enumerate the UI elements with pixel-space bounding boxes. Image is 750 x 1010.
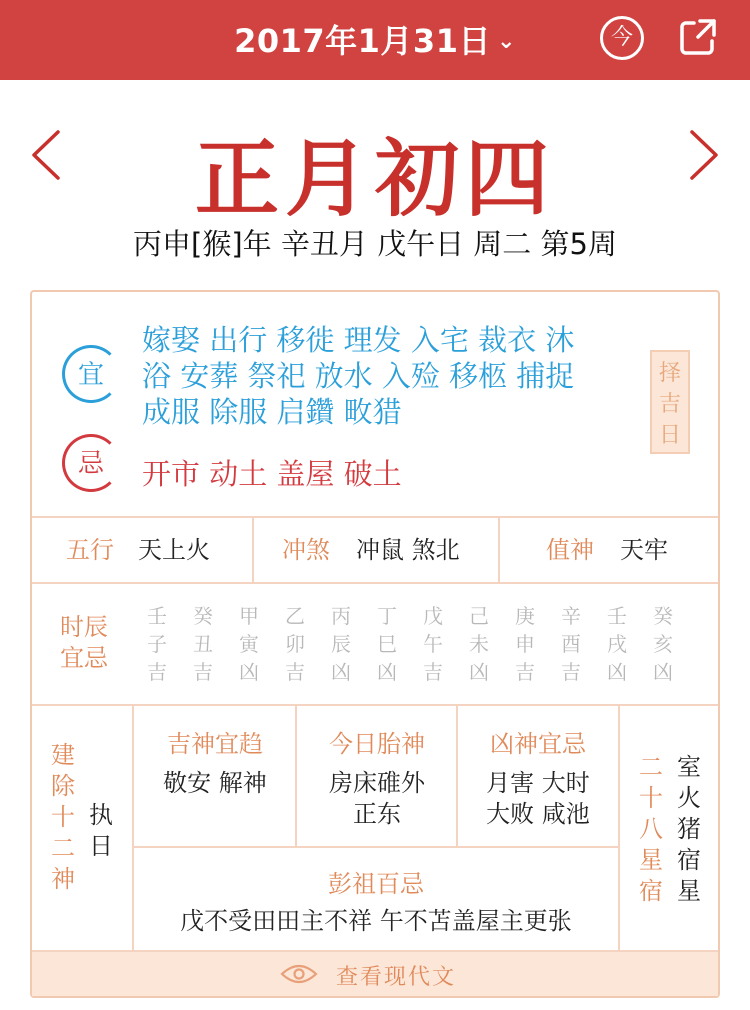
jianchu-value	[86, 800, 116, 862]
shichen-hour	[556, 602, 586, 686]
hour-branch: 辰	[331, 632, 351, 656]
value-char: 室	[677, 753, 701, 781]
hour-branch: 亥	[653, 632, 673, 656]
lunar-date-title: 正月初四	[194, 129, 555, 228]
hour-luck: 凶	[653, 660, 673, 684]
shichen-row	[32, 582, 718, 704]
value-char: 星	[677, 877, 701, 905]
yi-ji-section	[32, 292, 718, 517]
hour-stem: 戊	[423, 604, 443, 628]
zhishen-label: 值神	[546, 536, 594, 564]
wuxing-value: 天上火	[138, 536, 210, 564]
taishen-value-2: 正东	[353, 800, 401, 828]
jishen-title: 吉神宜趋	[167, 730, 263, 758]
shichen-label-line-1: 时辰	[60, 613, 108, 641]
taishen-title: 今日胎神	[329, 730, 425, 758]
date-label: 2017年1月31日	[234, 22, 491, 60]
chevron-down-icon: ⌄	[496, 29, 516, 54]
hour-luck: 凶	[469, 660, 489, 684]
hour-luck: 吉	[285, 660, 305, 684]
almanac-card	[30, 290, 720, 998]
hour-luck: 吉	[147, 660, 167, 684]
pengzu-value: 戊不受田田主不祥 午不苫盖屋主更张	[180, 907, 572, 935]
hour-branch: 巳	[377, 632, 397, 656]
shichen-hour	[510, 602, 540, 686]
pengzu-title: 彭祖百忌	[328, 870, 424, 898]
view-modern-text-button[interactable]	[32, 950, 718, 996]
wuxing-label: 五行	[66, 536, 114, 564]
hour-branch: 戌	[607, 632, 627, 656]
jishen-value: 敬安 解神	[163, 769, 267, 797]
hour-luck: 凶	[331, 660, 351, 684]
shichen-hour	[602, 602, 632, 686]
divider	[618, 706, 620, 950]
hour-branch: 申	[515, 632, 535, 656]
today-button[interactable]: 今	[600, 16, 644, 60]
hour-branch: 午	[423, 632, 443, 656]
hour-stem: 辛	[561, 604, 581, 628]
hour-stem: 癸	[193, 604, 213, 628]
shichen-hour	[648, 602, 678, 686]
label-char: 十	[51, 803, 75, 831]
label-char: 除	[51, 772, 75, 800]
shichen-label	[60, 612, 108, 674]
shichen-hour	[142, 602, 172, 686]
xingxiu-value	[674, 752, 704, 907]
eye-icon	[280, 962, 318, 986]
shichen-hour	[280, 602, 310, 686]
hour-luck: 吉	[423, 660, 443, 684]
info-row	[32, 516, 718, 582]
value-char: 火	[677, 784, 701, 812]
label-char: 十	[639, 784, 663, 812]
top-bar	[0, 0, 750, 80]
hour-stem: 丙	[331, 604, 351, 628]
hour-luck: 凶	[239, 660, 259, 684]
hour-stem: 壬	[607, 604, 627, 628]
value-char: 执	[89, 801, 113, 829]
hour-luck: 吉	[561, 660, 581, 684]
value-char: 日	[89, 832, 113, 860]
hour-stem: 乙	[285, 604, 305, 628]
shen-grid	[32, 704, 718, 950]
hour-branch: 丑	[193, 632, 213, 656]
divider	[134, 846, 618, 848]
hour-branch: 寅	[239, 632, 259, 656]
label-char: 二	[639, 753, 663, 781]
xiongshen-title: 凶神宜忌	[490, 730, 586, 758]
label-char: 八	[639, 815, 663, 843]
hour-stem: 癸	[653, 604, 673, 628]
zhishen-value: 天牢	[620, 536, 668, 564]
view-modern-text-label: 查看现代文	[336, 965, 457, 990]
hour-luck: 凶	[377, 660, 397, 684]
label-char: 建	[51, 741, 75, 769]
choose-auspicious-day-button[interactable]: 择吉日	[650, 350, 690, 454]
ji-activities: 开市 动土 盖屋 破土	[142, 457, 402, 491]
label-char: 星	[639, 846, 663, 874]
hour-luck: 吉	[515, 660, 535, 684]
hour-stem: 庚	[515, 604, 535, 628]
label-char: 神	[51, 865, 75, 893]
shichen-hour	[326, 602, 356, 686]
shichen-hour	[464, 602, 494, 686]
ganzhi-date-line: 丙申[猴]年 辛丑月 戊午日 周二 第5周	[133, 227, 617, 261]
label-char: 宿	[639, 877, 663, 905]
hour-luck: 凶	[607, 660, 627, 684]
hour-branch: 子	[147, 632, 167, 656]
xiongshen-value-1: 月害 大时	[486, 769, 590, 797]
hour-luck: 吉	[193, 660, 213, 684]
taishen-value-1: 房床碓外	[329, 769, 425, 797]
value-char: 宿	[677, 846, 701, 874]
next-day-arrow-icon[interactable]	[686, 128, 722, 182]
shichen-hour	[418, 602, 448, 686]
shichen-hour	[234, 602, 264, 686]
hour-branch: 卯	[285, 632, 305, 656]
yi-activities: 嫁娶 出行 移徙 理发 入宅 裁衣 沐浴 安葬 祭祀 放水 入殓 移柩 捕捉 成服 除服 启鑽 畋猎	[142, 323, 575, 429]
chongsha-value: 冲鼠 煞北	[356, 536, 460, 564]
chongsha-label: 冲煞	[282, 536, 330, 564]
divider	[252, 518, 254, 582]
hour-branch: 未	[469, 632, 489, 656]
share-icon[interactable]	[678, 17, 718, 57]
value-char: 猪	[677, 815, 701, 843]
label-char: 二	[51, 834, 75, 862]
hour-stem: 壬	[147, 604, 167, 628]
shichen-hour	[372, 602, 402, 686]
jianchu-label	[48, 740, 78, 895]
xingxiu-label	[636, 752, 666, 907]
xiongshen-value-2: 大败 咸池	[486, 800, 590, 828]
shichen-hour	[188, 602, 218, 686]
shichen-label-line-2: 宜忌	[60, 644, 108, 672]
divider	[498, 518, 500, 582]
hour-stem: 甲	[239, 604, 259, 628]
hour-stem: 己	[469, 604, 489, 628]
hour-stem: 丁	[377, 604, 397, 628]
ji-badge-icon: 忌	[62, 434, 120, 492]
yi-badge-icon: 宜	[62, 345, 120, 403]
hour-branch: 酉	[561, 632, 581, 656]
